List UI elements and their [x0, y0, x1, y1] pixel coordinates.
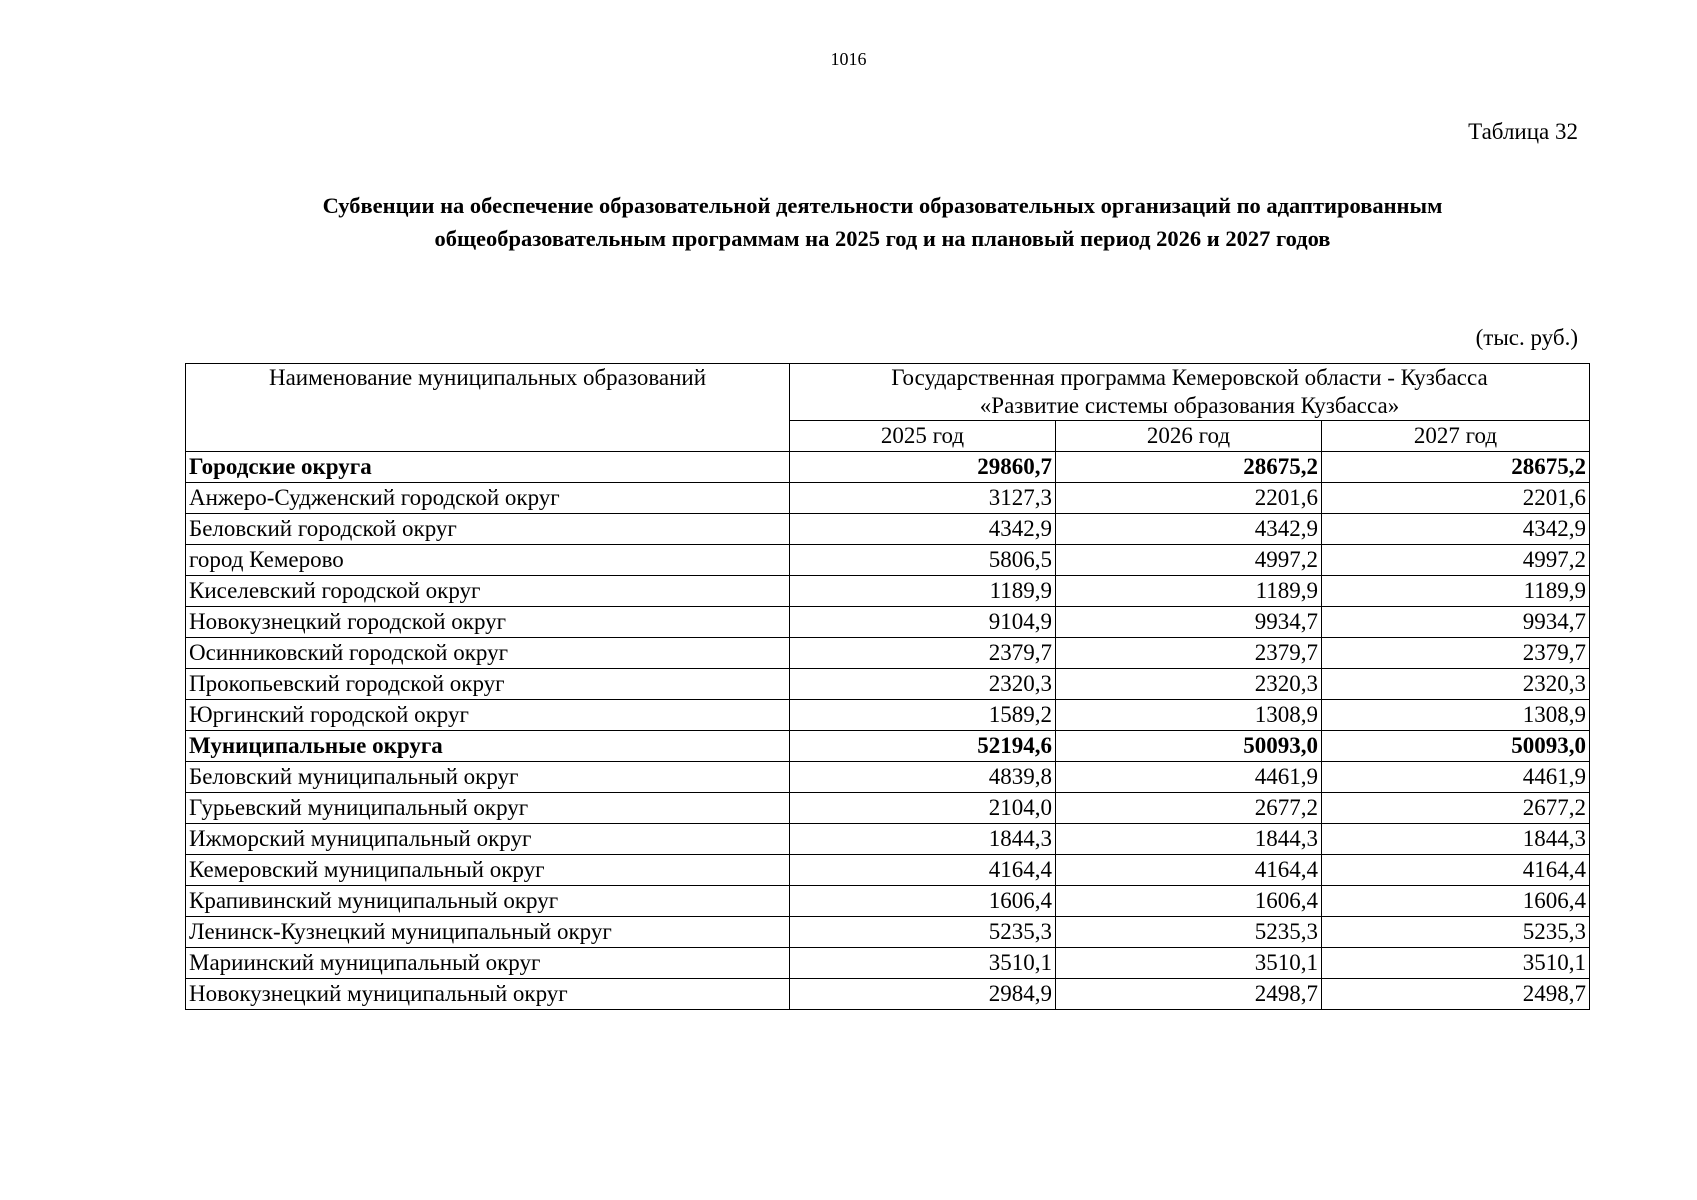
- table-row: [186, 979, 1590, 1010]
- municipality-name-cell: Анжеро-Судженский городской округ: [186, 483, 790, 514]
- table-row: [186, 483, 1590, 514]
- value-2025-cell: 4342,9: [790, 514, 1056, 545]
- municipality-name-cell: Новокузнецкий городской округ: [186, 607, 790, 638]
- value-2025-cell: 5806,5: [790, 545, 1056, 576]
- value-2025-cell: 1189,9: [790, 576, 1056, 607]
- value-2027-cell: 28675,2: [1322, 452, 1590, 483]
- table-row: [186, 638, 1590, 669]
- value-2027-cell: 2379,7: [1322, 638, 1590, 669]
- value-2027-cell: 5235,3: [1322, 917, 1590, 948]
- municipality-name-cell: Ижморский муниципальный округ: [186, 824, 790, 855]
- value-2026-cell: 50093,0: [1056, 731, 1322, 762]
- units-label: (тыс. руб.): [1475, 325, 1578, 350]
- table-row: [186, 514, 1590, 545]
- value-2025-cell: 3127,3: [790, 483, 1056, 514]
- value-2025-cell: 2104,0: [790, 793, 1056, 824]
- value-2026-cell: 4461,9: [1056, 762, 1322, 793]
- municipality-name-cell: Городские округа: [186, 452, 790, 483]
- value-2027-cell: 2498,7: [1322, 979, 1590, 1010]
- value-2027-cell: 1844,3: [1322, 824, 1590, 855]
- value-2025-cell: 1606,4: [790, 886, 1056, 917]
- value-2025-cell: 29860,7: [790, 452, 1056, 483]
- table-row: [186, 793, 1590, 824]
- table-group-row: [186, 731, 1590, 762]
- value-2026-cell: 5235,3: [1056, 917, 1322, 948]
- value-2026-cell: 2379,7: [1056, 638, 1322, 669]
- value-2026-cell: 1606,4: [1056, 886, 1322, 917]
- municipality-name-cell: Муниципальные округа: [186, 731, 790, 762]
- value-2026-cell: 4164,4: [1056, 855, 1322, 886]
- value-2025-cell: 5235,3: [790, 917, 1056, 948]
- value-2025-cell: 9104,9: [790, 607, 1056, 638]
- value-2027-cell: 4342,9: [1322, 514, 1590, 545]
- municipality-name-cell: Гурьевский муниципальный округ: [186, 793, 790, 824]
- subventions-table: [185, 363, 1590, 1010]
- value-2025-cell: 3510,1: [790, 948, 1056, 979]
- value-2027-cell: 1606,4: [1322, 886, 1590, 917]
- title-line-2: общеобразовательным программам на 2025 год и на плановый период 2026 и 2027 годов: [434, 226, 1331, 251]
- table-row: [186, 545, 1590, 576]
- table-group-row: [186, 452, 1590, 483]
- header-row-1: [186, 364, 1590, 421]
- municipality-name-cell: Крапивинский муниципальный округ: [186, 886, 790, 917]
- header-year-2027: 2027 год: [1322, 421, 1590, 452]
- value-2027-cell: 3510,1: [1322, 948, 1590, 979]
- table-row: [186, 576, 1590, 607]
- value-2027-cell: 4461,9: [1322, 762, 1590, 793]
- value-2026-cell: 1308,9: [1056, 700, 1322, 731]
- value-2027-cell: 1308,9: [1322, 700, 1590, 731]
- value-2025-cell: 1844,3: [790, 824, 1056, 855]
- municipality-name-cell: Ленинск-Кузнецкий муниципальный округ: [186, 917, 790, 948]
- header-year-2025: 2025 год: [790, 421, 1056, 452]
- municipality-name-cell: Киселевский городской округ: [186, 576, 790, 607]
- value-2027-cell: 2320,3: [1322, 669, 1590, 700]
- header-municipality-name: Наименование муниципальных образований: [186, 364, 790, 452]
- value-2026-cell: 3510,1: [1056, 948, 1322, 979]
- table-row: [186, 855, 1590, 886]
- table-body: [186, 452, 1590, 1010]
- table-row: [186, 607, 1590, 638]
- value-2026-cell: 28675,2: [1056, 452, 1322, 483]
- value-2027-cell: 4997,2: [1322, 545, 1590, 576]
- table-label: Таблица 32: [1468, 119, 1578, 144]
- value-2026-cell: 2201,6: [1056, 483, 1322, 514]
- municipality-name-cell: Беловский муниципальный округ: [186, 762, 790, 793]
- value-2025-cell: 4839,8: [790, 762, 1056, 793]
- value-2026-cell: 4342,9: [1056, 514, 1322, 545]
- page-number: 1016: [830, 49, 867, 69]
- value-2027-cell: 50093,0: [1322, 731, 1590, 762]
- value-2026-cell: 2320,3: [1056, 669, 1322, 700]
- table-row: [186, 948, 1590, 979]
- municipality-name-cell: Беловский городской округ: [186, 514, 790, 545]
- municipality-name-cell: Кемеровский муниципальный округ: [186, 855, 790, 886]
- value-2025-cell: 2320,3: [790, 669, 1056, 700]
- table-row: [186, 824, 1590, 855]
- municipality-name-cell: город Кемерово: [186, 545, 790, 576]
- value-2025-cell: 4164,4: [790, 855, 1056, 886]
- table-row: [186, 700, 1590, 731]
- municipality-name-cell: Осинниковский городской округ: [186, 638, 790, 669]
- value-2026-cell: 2498,7: [1056, 979, 1322, 1010]
- value-2027-cell: 1189,9: [1322, 576, 1590, 607]
- value-2027-cell: 2677,2: [1322, 793, 1590, 824]
- value-2025-cell: 1589,2: [790, 700, 1056, 731]
- table-row: [186, 669, 1590, 700]
- table-row: [186, 762, 1590, 793]
- municipality-name-cell: Прокопьевский городской округ: [186, 669, 790, 700]
- header-program-line-1: Государственная программа Кемеровской области - Кузбасса: [891, 365, 1488, 390]
- value-2027-cell: 4164,4: [1322, 855, 1590, 886]
- municipality-name-cell: Юргинский городской округ: [186, 700, 790, 731]
- value-2027-cell: 9934,7: [1322, 607, 1590, 638]
- value-2025-cell: 52194,6: [790, 731, 1056, 762]
- header-program: [790, 364, 1590, 421]
- value-2026-cell: 1189,9: [1056, 576, 1322, 607]
- value-2026-cell: 9934,7: [1056, 607, 1322, 638]
- value-2026-cell: 1844,3: [1056, 824, 1322, 855]
- value-2026-cell: 4997,2: [1056, 545, 1322, 576]
- value-2026-cell: 2677,2: [1056, 793, 1322, 824]
- value-2025-cell: 2379,7: [790, 638, 1056, 669]
- header-year-2026: 2026 год: [1056, 421, 1322, 452]
- value-2025-cell: 2984,9: [790, 979, 1056, 1010]
- municipality-name-cell: Новокузнецкий муниципальный округ: [186, 979, 790, 1010]
- document-title: [180, 189, 1585, 255]
- value-2027-cell: 2201,6: [1322, 483, 1590, 514]
- municipality-name-cell: Мариинский муниципальный округ: [186, 948, 790, 979]
- header-program-line-2: «Развитие системы образования Кузбасса»: [979, 393, 1400, 418]
- table-row: [186, 886, 1590, 917]
- title-line-1: Субвенции на обеспечение образовательной деятельности образовательных организаций по адаптированным: [322, 193, 1443, 218]
- table-row: [186, 917, 1590, 948]
